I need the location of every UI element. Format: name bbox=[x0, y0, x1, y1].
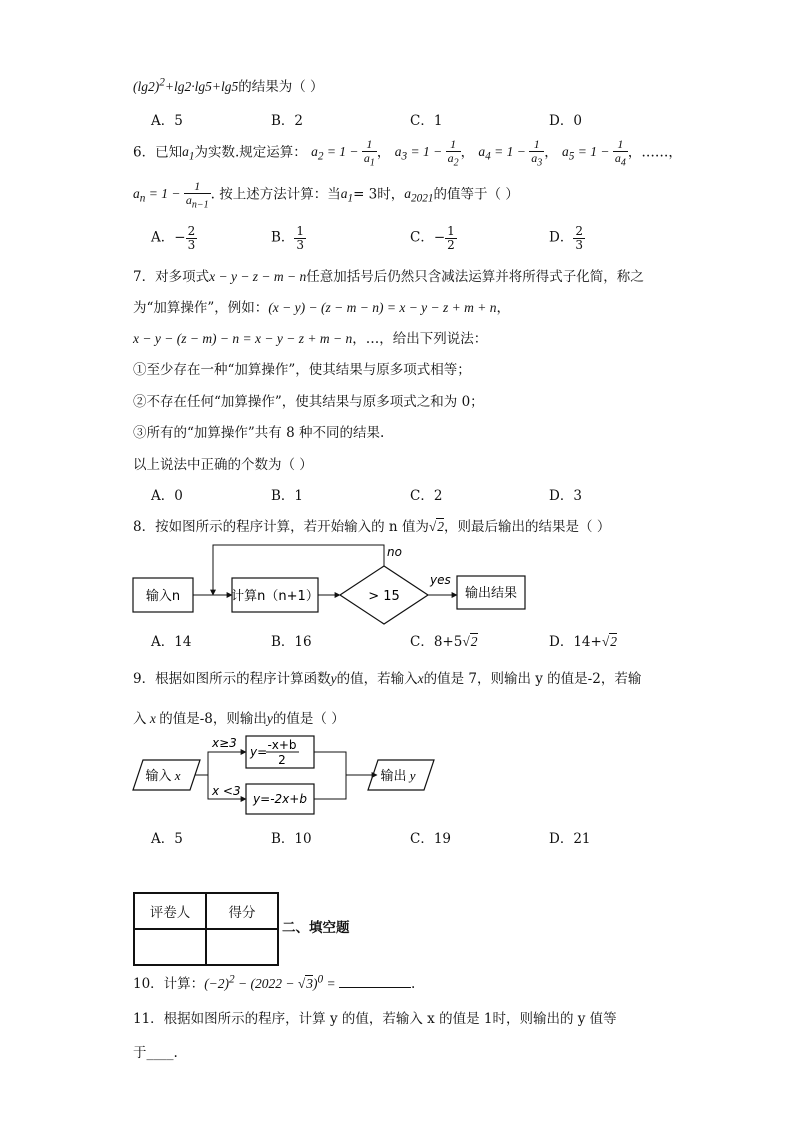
q9-cond1: x≥3 bbox=[212, 736, 237, 750]
q8-output-text: 输出结果 bbox=[464, 586, 518, 601]
q6-option-d-label: D． bbox=[549, 229, 574, 246]
q8-no-label: no bbox=[387, 545, 402, 559]
q6-option-c: C．− $\frac{1}{2}$ bbox=[410, 224, 455, 252]
q7-statement-2: ②不存在任何“加算操作”，使其结果与原多项式之和为 0； bbox=[133, 394, 484, 410]
q7-option-d: D．3 bbox=[549, 488, 582, 504]
q6-rule-an: $a_n = 1$ − $\frac{1}{a_{n-1}}$ bbox=[133, 179, 209, 210]
q9-f2-text: y=-2x+b bbox=[253, 792, 307, 806]
q5-expression: $(\lg 2)^2+\lg 2\cdot\lg 5+\lg 5$ bbox=[133, 76, 239, 94]
q8-yes-label: yes bbox=[430, 573, 451, 587]
q6-l1b: 为实数.规定运算： bbox=[194, 144, 307, 161]
q6-option-c-label: C． bbox=[410, 229, 434, 246]
q7-statement-1: ①至少存在一种“加算操作”，使其结果与原多项式相等； bbox=[133, 362, 471, 378]
q6-rule-a5: $a_5 = 1$ − $\frac{1}{a_4}$ bbox=[562, 137, 626, 168]
section-title: 二、填空题 bbox=[282, 920, 350, 936]
q10-expression: $(-2)^2 - (2022 - √3)^0$ = bbox=[204, 973, 340, 991]
q5-option-c: C．1 bbox=[410, 113, 443, 129]
q6-ellipsis: ，……， bbox=[627, 144, 682, 161]
q11-line2: 于____. bbox=[133, 1045, 178, 1061]
grader-cell bbox=[134, 929, 206, 965]
q6-option-a: A．− $\frac{2}{3}$ bbox=[151, 224, 196, 252]
q5-stem-tail: 的结果为（ ） bbox=[238, 79, 324, 95]
q7-question: 以上说法中正确的个数为（ ） bbox=[133, 457, 313, 473]
q10-line: 10．计算：$(-2)^2 - (2022 - √3)^0$ = . bbox=[133, 973, 416, 992]
q9-f1-lhs: y= bbox=[250, 745, 268, 759]
q6-rule-a4: $a_4 = 1$ − $\frac{1}{a_3}$ bbox=[478, 137, 543, 168]
q7-line2: 为“加算操作”，例如：(x − y) − (z − m − n) = x − y − z + m + n， bbox=[133, 300, 511, 316]
q6-option-a-label: A． bbox=[151, 229, 175, 246]
q7-polynomial: x − y − z − m − n bbox=[209, 269, 307, 284]
q8-option-d-label: D．14+ bbox=[549, 634, 602, 650]
q9-branch-top bbox=[208, 752, 246, 775]
q6-l2b: = 3时， bbox=[353, 186, 405, 203]
q8-option-a: A．14 bbox=[151, 634, 192, 650]
q6-a1-b: $a_1$ bbox=[340, 186, 354, 206]
q9-var-y: y bbox=[330, 671, 337, 686]
q9-option-c: C．19 bbox=[410, 831, 452, 847]
q11-line1: 11．根据如图所示的程序，计算 y 的值，若输入 x 的值是 1时，则输出的 y 值等 bbox=[133, 1011, 617, 1027]
q8-stem-a: 8．按如图所示的程序计算，若开始输入的 n 值为 bbox=[133, 519, 429, 535]
q9-var-y2: y bbox=[266, 711, 273, 726]
q8-condition-text: > 15 bbox=[368, 589, 400, 604]
q8-option-b: B．16 bbox=[271, 634, 312, 650]
q6-option-d: D． $\frac{2}{3}$ bbox=[549, 224, 583, 252]
q7-l3-tail: ，…，给出下列说法： bbox=[352, 331, 488, 347]
q8-sqrt2: √2 bbox=[428, 519, 445, 534]
q7-statement-3: ③所有的“加算操作”共有 8 种不同的结果. bbox=[133, 425, 385, 441]
q6-l1a: 6．已知 bbox=[133, 144, 183, 161]
q9-merge-bottom bbox=[314, 775, 346, 799]
q5-option-d: D．0 bbox=[549, 113, 582, 129]
q7-example2: x − y − (z − m) − n = x − y − z + m − n bbox=[133, 331, 353, 346]
score-cell bbox=[206, 929, 278, 965]
q9-l1a: 9．根据如图所示的程序计算函数 bbox=[133, 671, 331, 687]
q7-l1a: 7．对多项式 bbox=[133, 269, 210, 285]
q6-line1: 6．已知$a_1$为实数.规定运算： $a_2 = 1$ − $\frac{1}{a_1}$ ， $a_3 = 1$ − $\frac{1}{a_2}$ ， $a_4 = 1$ − $\frac{1}{a_3}$ ， $a_5 = 1$ − $\frac{1}{a_4}$ ，……， bbox=[133, 137, 682, 168]
q10-blank bbox=[339, 987, 411, 988]
q9-merge-top bbox=[314, 752, 346, 775]
q7-l2: 为“加算操作”，例如： bbox=[133, 300, 269, 316]
q9-l2c: 的值是（ ） bbox=[272, 711, 345, 727]
q9-l2b: 的值是-8，则输出 bbox=[159, 711, 267, 727]
q6-l2a: . 按上述方法计算：当 bbox=[210, 186, 341, 203]
grader-header: 评卷人 bbox=[134, 893, 206, 929]
q7-option-a: A．0 bbox=[151, 488, 183, 504]
q9-cond2: x <3 bbox=[212, 784, 241, 798]
q6-a1: $a_1$ bbox=[182, 144, 195, 164]
q9-input-text: 输入 x bbox=[145, 768, 181, 784]
q8-calc-text: 计算n（n+1） bbox=[231, 589, 319, 604]
q7-example1: (x − y) − (z − m − n) = x − y − z + m + n bbox=[268, 300, 497, 315]
q5-option-b: B．2 bbox=[271, 113, 304, 129]
q9-l1c: 的值是 7，则输出 y 的值是-2，若输 bbox=[423, 671, 642, 687]
q9-output-text: 输出 y bbox=[380, 768, 416, 784]
q9-option-d: D．21 bbox=[549, 831, 591, 847]
q6-rule-a2: $a_2 = 1$ − $\frac{1}{a_1}$ bbox=[311, 137, 375, 168]
q9-l2a: 入 bbox=[133, 711, 147, 727]
q6-a2021: $a_{2021}$ bbox=[404, 186, 434, 206]
q8-option-d: D．14+√2 bbox=[549, 634, 617, 650]
q9-f1-num: -x+b bbox=[267, 738, 297, 752]
q8-option-c-label: C．8+5 bbox=[410, 634, 463, 650]
grader-score-table bbox=[133, 892, 279, 966]
q10-label: 10．计算： bbox=[133, 976, 205, 992]
q9-option-a: A．5 bbox=[151, 831, 183, 847]
q8-option-c: C．8+5√2 bbox=[410, 634, 478, 650]
q9-var-x: x bbox=[417, 671, 424, 686]
q5-option-a: A．5 bbox=[151, 113, 183, 129]
q7-l1b: 任意加括号后仍然只含减法运算并将所得式子化简，称之 bbox=[306, 269, 644, 285]
q6-option-b: B． $\frac{1}{3}$ bbox=[271, 224, 305, 252]
q6-l2c: 的值等于（ ） bbox=[433, 186, 519, 203]
q9-var-x2: x bbox=[146, 711, 160, 726]
q9-option-b: B．10 bbox=[271, 831, 312, 847]
score-header: 得分 bbox=[206, 893, 278, 929]
q7-option-b: B．1 bbox=[271, 488, 304, 504]
q9-l1b: 的值，若输入 bbox=[336, 671, 418, 687]
q6-option-b-label: B． bbox=[271, 229, 295, 246]
q8-input-text: 输入n bbox=[145, 589, 181, 604]
q6-rule-a3: $a_3 = 1$ − $\frac{1}{a_2}$ bbox=[394, 137, 459, 168]
q8-stem-b: ，则最后输出的结果是（ ） bbox=[444, 519, 611, 535]
q9-f1-den: 2 bbox=[278, 753, 286, 767]
q7-option-c: C．2 bbox=[410, 488, 443, 504]
